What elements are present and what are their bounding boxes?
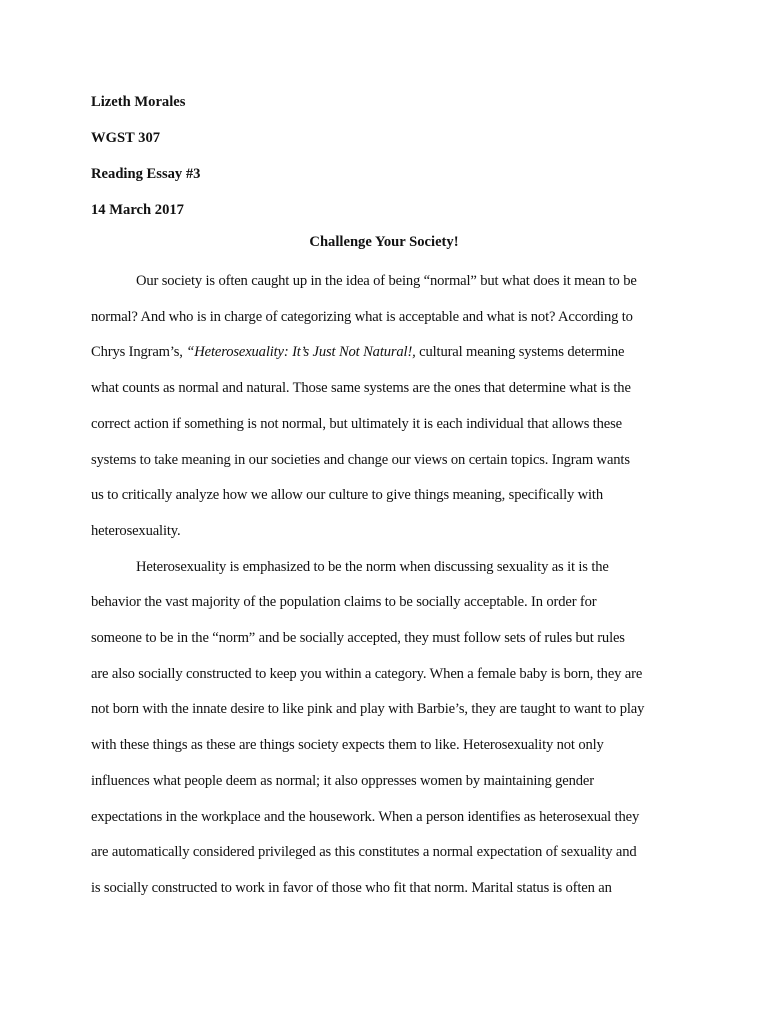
essay-line: not born with the innate desire to like pink and play with Barbie’s, they are taught to want to play: [91, 701, 645, 718]
author-name: Lizeth Morales: [91, 94, 186, 110]
essay-line: heterosexuality.: [91, 522, 181, 539]
essay-line: someone to be in the “norm” and be socially accepted, they must follow sets of rules but rules: [91, 630, 625, 646]
essay-line: Heterosexuality is emphasized to be the norm when discussing sexuality as it is the: [136, 558, 609, 575]
essay-line: influences what people deem as normal; it also oppresses women by maintaining gender: [91, 772, 594, 789]
essay-date: 14 March 2017: [91, 202, 184, 218]
essay-line: behavior the vast majority of the population claims to be socially acceptable. In order for: [91, 594, 597, 611]
essay-line: [91, 344, 624, 361]
essay-line: what counts as normal and natural. Those same systems are the ones that determine what is the: [91, 380, 631, 397]
essay-line: Our society is often caught up in the idea of being “normal” but what does it mean to be: [136, 273, 637, 289]
essay-line: are automatically considered privileged as this constitutes a normal expectation of sexuality and: [91, 844, 637, 861]
essay-line: is socially constructed to work in favor of those who fit that norm. Marital status is often an: [91, 879, 612, 896]
essay-line: us to critically analyze how we allow our culture to give things meaning, specifically with: [91, 487, 603, 504]
essay-line: expectations in the workplace and the housework. When a person identifies as heterosexual they: [91, 808, 640, 825]
course-code: WGST 307: [91, 130, 161, 146]
essay-line: with these things as these are things society expects them to like. Heterosexuality not only: [91, 737, 604, 754]
cited-work-title: “Heterosexuality: It’s Just Not Natural!,: [186, 344, 416, 361]
essay-line: systems to take meaning in our societies and change our views on certain topics. Ingram wants: [91, 451, 630, 468]
essay-line: normal? And who is in charge of categorizing what is acceptable and what is not? According to: [91, 308, 633, 325]
line-text: cultural meaning systems determine: [415, 344, 625, 361]
line-text: Chrys Ingram’s,: [91, 344, 187, 361]
essay-title: Challenge Your Society!: [309, 234, 459, 250]
assignment-name: Reading Essay #3: [91, 166, 201, 182]
essay-line: are also socially constructed to keep you within a category. When a female baby is born, they are: [91, 665, 643, 682]
essay-line: correct action if something is not normal, but ultimately it is each individual that allows these: [91, 415, 622, 432]
